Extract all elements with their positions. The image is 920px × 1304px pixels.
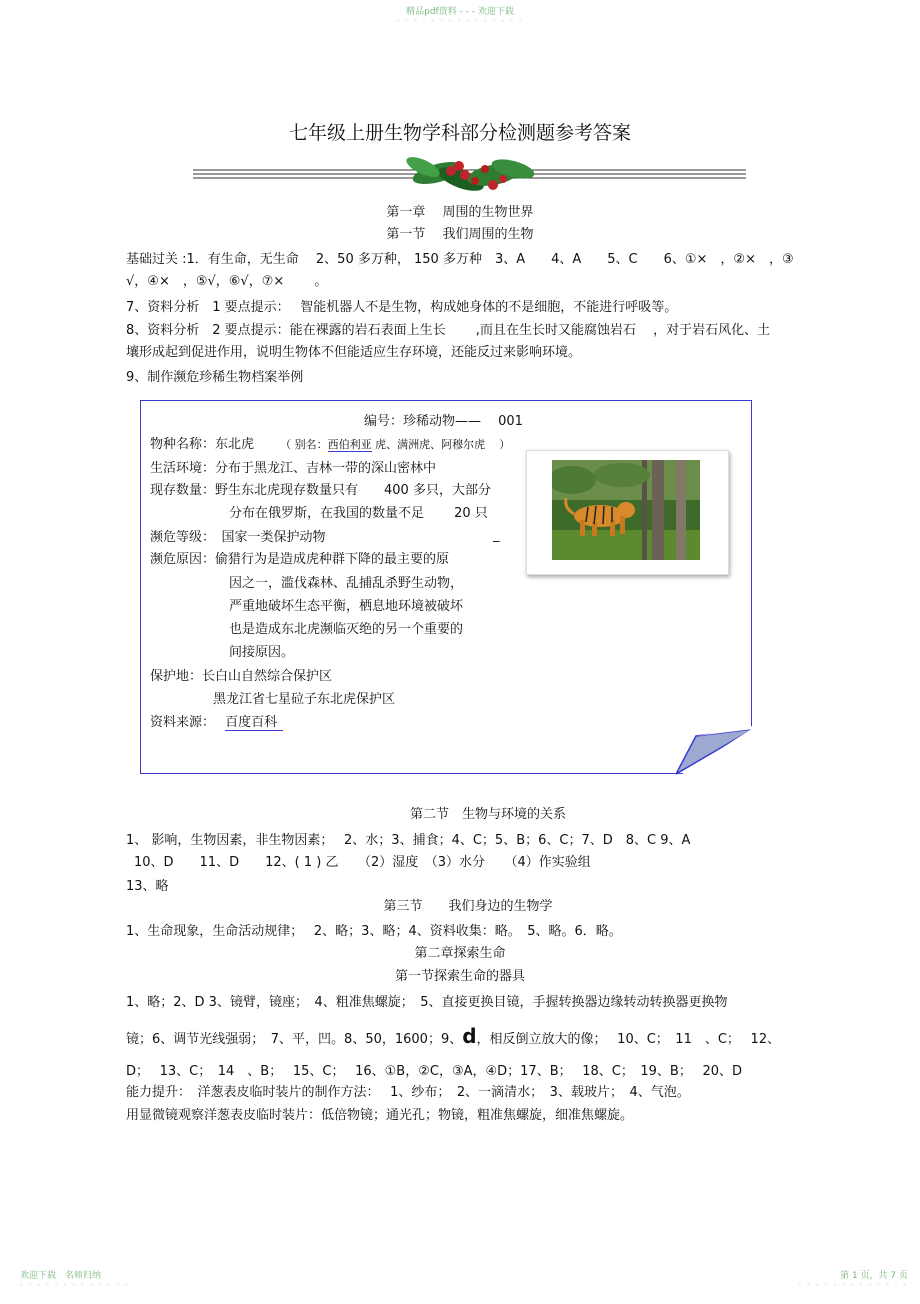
footer-right-dots: - - - - - - - - - - - - - <box>798 1281 908 1289</box>
page-indicator: 第 1 页，共 7 页 <box>840 1271 908 1281</box>
card-species-row <box>150 433 510 452</box>
chapter2-line5: 用显微镜观察洋葱表皮临时装片：低倍物镜；通光孔；物镜，粗准焦螺旋，细准焦螺旋。 <box>126 1108 634 1123</box>
footer-right <box>798 1268 908 1289</box>
card-cause-line2: 因之一，滥伐森林、乱捕乱杀野生动物， <box>229 576 464 591</box>
q8-answer-line1: 8、资料分析 2 要点提示：能在裸露的岩石表面上生长 ,而且在生长时又能腐蚀岩石 ，对于岩石风化、土 <box>126 323 771 338</box>
header-dots: - - - - - - - - - - - - - - - <box>396 17 524 25</box>
section2-line3: 13、略 <box>126 879 169 894</box>
q9-heading: 9、制作濒危珍稀生物档案举例 <box>126 370 304 385</box>
chapter2-section1-heading: 第一节探索生命的器具 <box>394 969 525 984</box>
basic-answers-line1: 基础过关 :1．有生命，无生命 2、50 多万种， 150 多万种 3、A 4、A 5、C 6、①× ，②× ，③ <box>126 252 794 267</box>
species-label: 物种名称：东北虎 <box>150 437 255 452</box>
card-population-line2: 分布在俄罗斯，在我国的数量不足 20 只 <box>229 506 488 521</box>
card-reserve-line1: 保护地：长白山自然综合保护区 <box>150 669 333 684</box>
tiger-photo <box>552 460 700 560</box>
section2-line2: 10、D 11、D 12、( 1 ) 乙 （2）湿度 （3）水分 （4）作实验组 <box>134 855 591 870</box>
footer-left <box>20 1268 130 1289</box>
alias-link[interactable]: 西伯利亚 <box>327 438 372 451</box>
basic-answers-line2: √，④× ，⑤√，⑥√，⑦× 。 <box>126 274 328 289</box>
chapter1-section1-heading: 第一节 我们周围的生物 <box>386 227 534 242</box>
section2-line1: 1、 影响，生物因素，非生物因素； 2、水；3、捕食；4、C；5、B；6、C；7、D 8、C 9、A <box>126 833 691 848</box>
chapter2-heading: 第二章探索生命 <box>414 946 506 961</box>
section3-line1: 1、生命现象，生命活动规律； 2、略；3、略；4、资料收集：略。 5、略。6．略。 <box>126 924 622 939</box>
section3-heading: 第三节 我们身边的生物学 <box>383 899 553 914</box>
card-reserve-line2: 黑龙江省七星砬子东北虎保护区 <box>213 692 396 707</box>
chapter2-line2-end: ，相反倒立放大的像； 10、C； 11 、C； 12、 <box>476 1032 781 1047</box>
alias-open: （ 别名： <box>280 438 328 451</box>
chapter2-line2 <box>126 1024 780 1048</box>
card-cause-line1: 濒危原因：偷猎行为是造成虎种群下降的最主要的原 <box>150 552 450 567</box>
card-cause-line5: 间接原因。 <box>229 645 295 660</box>
letter-d: d <box>462 1024 477 1048</box>
holly-divider <box>193 155 746 195</box>
card-code: 编号：珍稀动物—— 001 <box>364 414 523 429</box>
alias-close: ） <box>499 438 511 451</box>
section2-heading: 第二节 生物与环境的关系 <box>409 807 566 822</box>
chapter2-line3: D； 13、C； 14 、B； 15、C； 16、①B，②C，③A，④D；17、B； 18、C； 19、B； 20、D <box>126 1064 743 1079</box>
card-dash: _ <box>493 528 500 543</box>
chapter2-line4: 能力提升： 洋葱表皮临时装片的制作方法： 1、纱布； 2、一滴清水； 3、载玻片； 4、气泡。 <box>126 1085 690 1100</box>
card-habitat: 生活环境：分布于黑龙江、吉林一带的深山密林中 <box>150 461 437 476</box>
q7-answer: 7、资料分析 1 要点提示： 智能机器人不是生物，构成她身体的不是细胞，不能进行呼吸等。 <box>126 300 678 315</box>
header-watermark-text: 精品pdf资料 - - - 欢迎下载 <box>406 7 514 17</box>
source-label: 资料来源： <box>150 715 216 730</box>
card-population-line1: 现存数量：野生东北虎现存数量只有 400 多只，大部分 <box>150 483 491 498</box>
page-title: 七年级上册生物学科部分检测题参考答案 <box>288 122 631 144</box>
chapter2-line1: 1、略；2、D 3、镜臂，镜座； 4、粗准焦螺旋； 5、直接更换目镜，手握转换器边缘转动转换器更换物 <box>126 995 728 1010</box>
alias-rest: 虎、满洲虎、阿穆尔虎 <box>371 438 486 451</box>
holly-icon <box>404 155 537 195</box>
footer-left-dots: - - - - - - - - - - - - - <box>20 1281 130 1289</box>
footer-left-text: 欢迎下载 名师归纳 <box>20 1271 102 1281</box>
chapter1-heading: 第一章 周围的生物世界 <box>386 205 534 220</box>
card-cause-line4: 也是造成东北虎濒临灭绝的另一个重要的 <box>229 622 464 637</box>
chapter2-line2-start: 镜；6、调节光线强弱； 7、平，凹。8、50，1600；9、 <box>126 1032 463 1047</box>
card-source-row <box>150 711 283 730</box>
card-endangered-level: 濒危等级： 国家一类保护动物 <box>150 530 326 545</box>
header-watermark <box>0 4 920 25</box>
source-link[interactable]: 百度百科 <box>225 715 283 731</box>
card-cause-line3: 严重地破坏生态平衡，栖息地环境被破坏 <box>229 599 464 614</box>
q8-answer-line2: 壤形成起到促进作用，说明生物体不但能适应生存环境，还能反过来影响环境。 <box>126 345 582 360</box>
